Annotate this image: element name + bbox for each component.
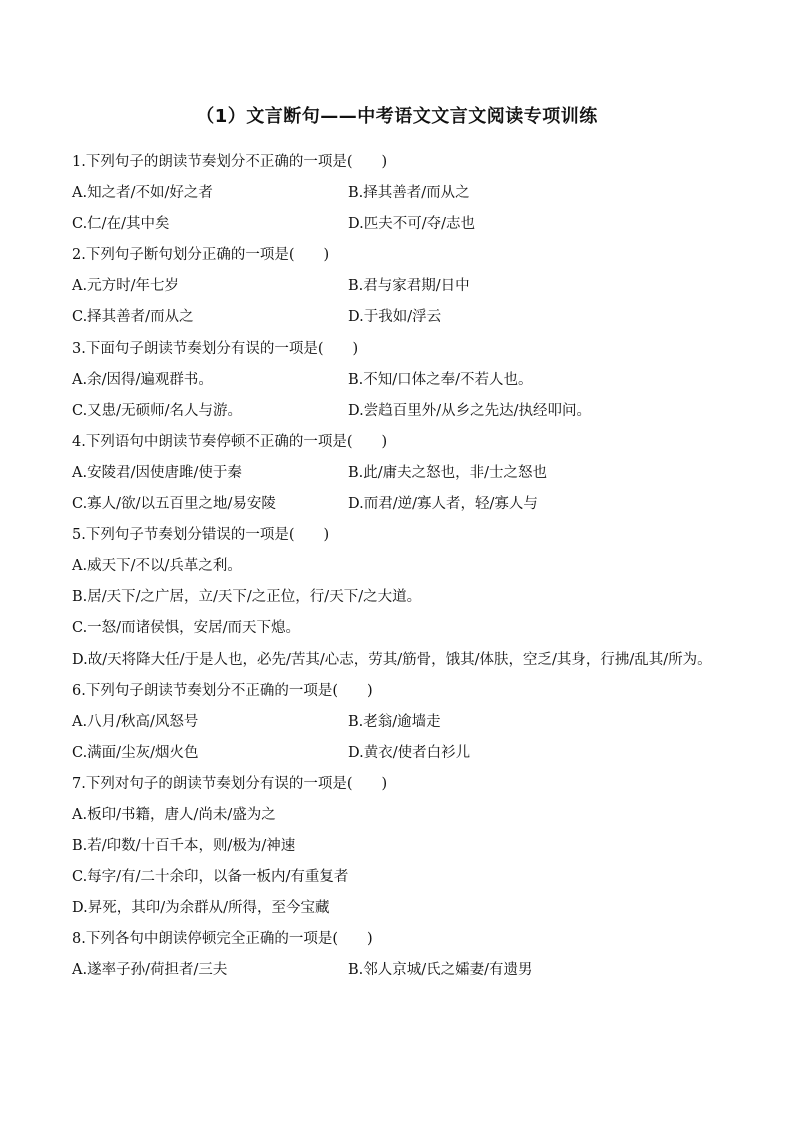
option-c: C.仁/在/其中矣: [72, 216, 170, 233]
option-row: [72, 271, 732, 302]
option-b: B.不知/口体之奉/不若人也。: [348, 371, 533, 388]
option-d: D.昇死，其印/为余群从/所得，至今宝藏: [72, 900, 330, 917]
option-d: D.匹夫不可/夺/志也: [348, 216, 475, 233]
question-stem: 2.下列句子断句划分正确的一项是( ): [72, 247, 330, 264]
option-d: D.于我如/浮云: [348, 309, 442, 326]
option-d: D.而君/逆/寡人者，轻/寡人与: [348, 496, 538, 513]
option-row: [72, 489, 732, 520]
question-list: [72, 147, 732, 987]
option-b: B.君与家君期/日中: [348, 278, 470, 295]
option-row: [72, 955, 732, 986]
question-stem: 8.下列各句中朗读停顿完全正确的一项是( ): [72, 931, 373, 948]
option-row: [72, 458, 732, 489]
question-stem: 7.下列对句子的朗读节奏划分有误的一项是( ): [72, 775, 388, 792]
question-stem: 5.下列句子节奏划分错误的一项是( ): [72, 527, 330, 544]
question-stem: 6.下列句子朗读节奏划分不正确的一项是( ): [72, 682, 373, 699]
option-a: A.安陵君/因使唐雎/使于秦: [72, 464, 242, 481]
option-b: B.居/天下/之广居，立/天下/之正位，行/天下/之大道。: [72, 589, 422, 606]
option-a: A.余/因得/遍观群书。: [72, 371, 213, 388]
option-row: [72, 178, 732, 209]
option-c: C.满面/尘灰/烟火色: [72, 744, 199, 761]
option-d: D.故/天将降大任/于是人也，必先/苦其/心志，劳其/筋骨，饿其/体肤，空乏/其身，行拂/乱其/所为。: [72, 651, 712, 668]
option-row: [72, 738, 732, 769]
question-stem: 4.下列语句中朗读节奏停顿不正确的一项是( ): [72, 433, 388, 450]
option-b: B.择其善者/而从之: [348, 185, 470, 202]
option-c: C.寡人/欲/以五百里之地/易安陵: [72, 496, 276, 513]
option-row: [72, 302, 732, 333]
option-a: A.威天下/不以/兵革之利。: [72, 558, 242, 575]
option-b: B.若/印数/十百千本，则/极为/神速: [72, 838, 296, 855]
option-d: D.尝趋百里外/从乡之先达/执经叩问。: [348, 402, 591, 419]
option-a: A.板印/书籍，唐人/尚未/盛为之: [72, 806, 276, 823]
option-row: [72, 707, 732, 738]
question-stem: 3.下面句子朗读节奏划分有误的一项是( ): [72, 340, 359, 357]
option-a: A.八月/秋高/风怒号: [72, 713, 199, 730]
option-row: [72, 396, 732, 427]
option-b: B.此/庸夫之怒也，非/士之怒也: [348, 464, 548, 481]
option-a: A.元方时/年七岁: [72, 278, 179, 295]
option-b: B.邻人京城/氏之孀妻/有遗男: [348, 962, 533, 979]
option-b: B.老翁/逾墙走: [348, 713, 441, 730]
option-c: C.择其善者/而从之: [72, 309, 194, 326]
option-d: D.黄衣/使者白衫儿: [348, 744, 471, 761]
option-a: A.知之者/不如/好之者: [72, 185, 213, 202]
option-c: C.每字/有/二十余印，以备一板内/有重复者: [72, 869, 349, 886]
page-title: （1）文言断句——中考语文文言文阅读专项训练: [196, 106, 598, 127]
option-a: A.遂率子孙/荷担者/三夫: [72, 962, 228, 979]
option-c: C.一怒/而诸侯惧，安居/而天下熄。: [72, 620, 300, 637]
option-row: [72, 209, 732, 240]
question-stem: 1.下列句子的朗读节奏划分不正确的一项是( ): [72, 154, 388, 170]
option-row: [72, 365, 732, 396]
option-c: C.又患/无硕师/名人与游。: [72, 402, 242, 419]
